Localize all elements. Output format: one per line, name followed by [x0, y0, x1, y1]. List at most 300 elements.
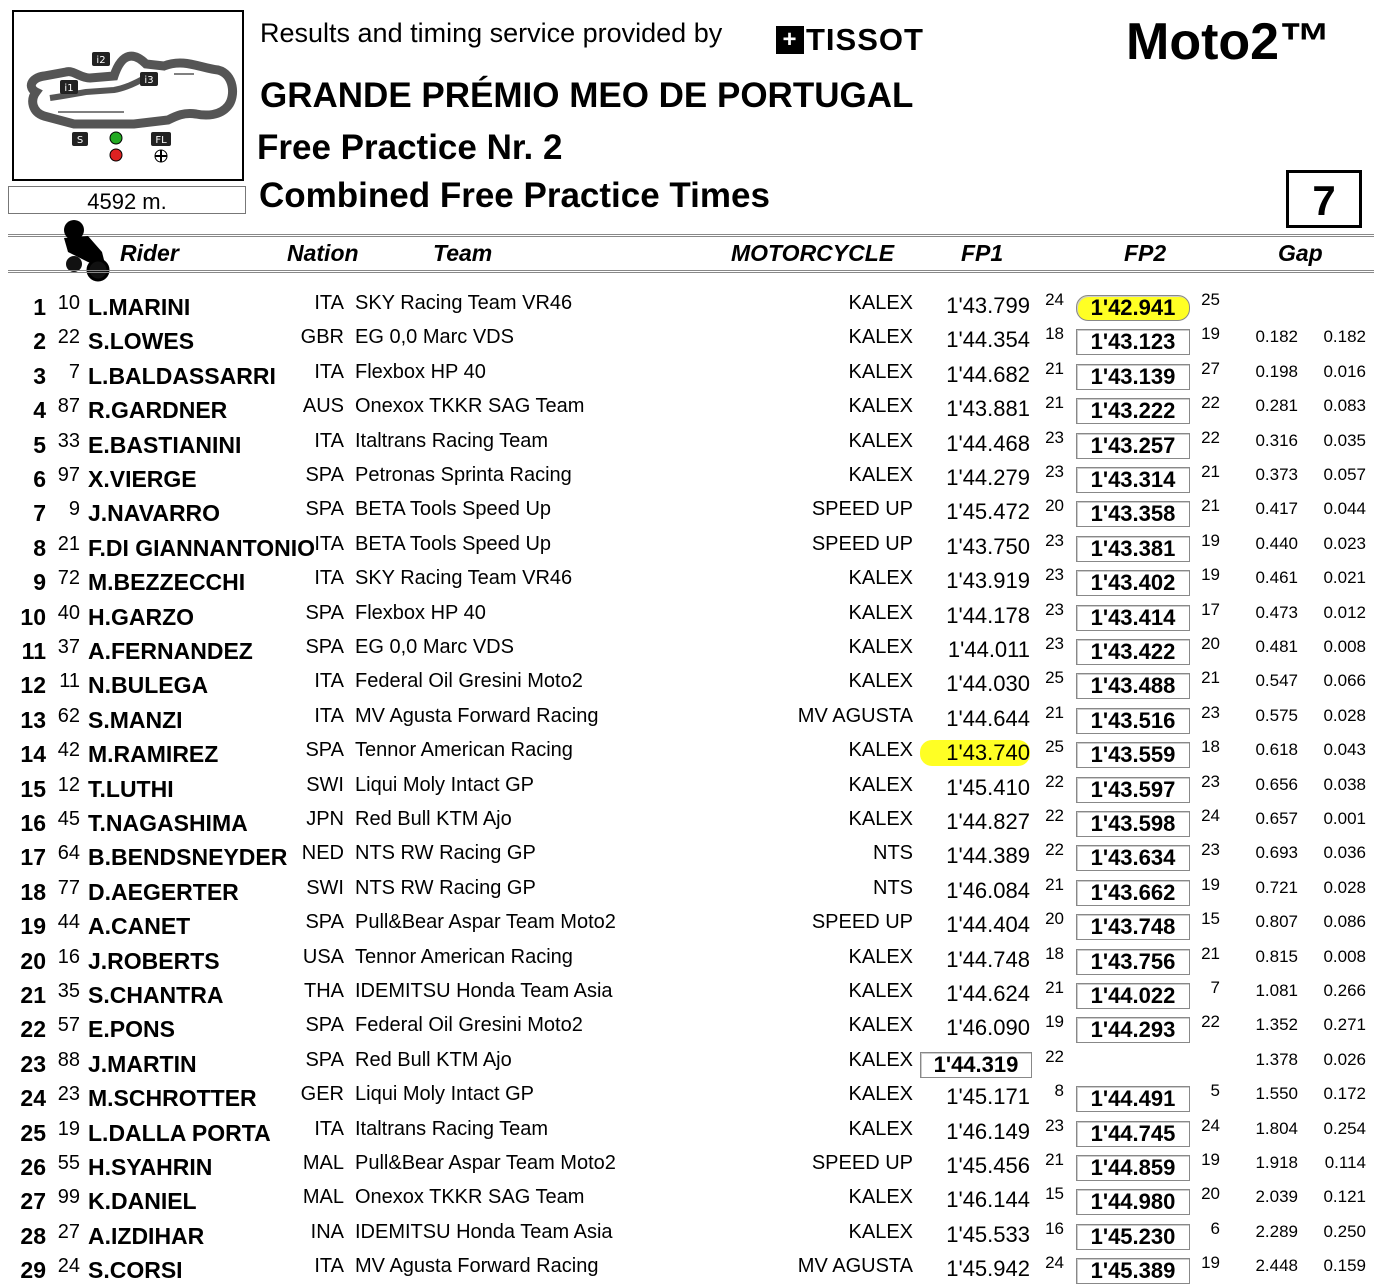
position: 24: [20, 1085, 46, 1112]
fp2-time: 1'43.662: [1076, 880, 1190, 906]
table-row: [0, 907, 1378, 941]
rider-name: D.AEGERTER: [88, 878, 239, 905]
fp1-time: 1'44.644: [946, 705, 1030, 731]
gap-to-previous: 0.086: [1323, 912, 1366, 932]
team-name: IDEMITSU Honda Team Asia: [355, 1220, 613, 1243]
nation: MAL: [302, 1152, 344, 1174]
fp1-time: 1'46.144: [946, 1187, 1030, 1213]
position: 3: [33, 362, 46, 389]
table-row: [0, 563, 1378, 597]
fp1-lap: 25: [1045, 737, 1064, 757]
motorcycle: KALEX: [848, 1117, 913, 1140]
fp1-lap: 23: [1045, 565, 1064, 585]
team-name: SKY Racing Team VR46: [355, 567, 573, 590]
gap-to-previous: 0.057: [1323, 465, 1366, 484]
gap-to-previous: 0.036: [1323, 843, 1366, 863]
document-subtitle: Combined Free Practice Times: [259, 176, 770, 215]
gap-to-previous: 0.035: [1323, 430, 1366, 450]
position: 28: [20, 1222, 46, 1249]
gap-to-first: 1.918: [1255, 1153, 1298, 1172]
fp2-time: 1'42.941: [1076, 295, 1190, 321]
fp2-lap: 19: [1201, 874, 1220, 894]
motorcycle: KALEX: [848, 1083, 913, 1106]
position: 2: [33, 328, 46, 355]
fp1-time: 1'43.740: [920, 740, 1030, 766]
gap-to-previous: 0.026: [1323, 1049, 1366, 1069]
position: 27: [20, 1188, 46, 1215]
rider-name: M.BEZZECCHI: [88, 569, 246, 596]
rider-number: 11: [59, 670, 80, 693]
table-row: [0, 357, 1378, 391]
fp1-lap: 16: [1045, 1218, 1064, 1238]
nation: ITA: [314, 360, 344, 383]
fp1-time: 1'44.468: [946, 430, 1030, 456]
session-title: Free Practice Nr. 2: [257, 128, 563, 167]
gap-to-first: 0.281: [1255, 396, 1298, 416]
fp2-lap: 15: [1201, 909, 1220, 929]
fp2-lap: 22: [1201, 393, 1220, 413]
rider-name: R.GARDNER: [88, 397, 228, 424]
fp1-lap: 23: [1045, 462, 1064, 481]
fp2-time: 1'43.257: [1076, 433, 1190, 459]
position: 9: [33, 569, 46, 596]
rider-name: H.SYAHRIN: [88, 1154, 213, 1180]
motorcycle: SPEED UP: [811, 1152, 913, 1174]
table-row: [0, 804, 1378, 838]
rider-number: 64: [57, 842, 80, 865]
rider-name: J.ROBERTS: [88, 947, 220, 974]
team-name: Federal Oil Gresini Moto2: [355, 670, 583, 693]
svg-text:S: S: [76, 135, 84, 146]
fp1-time: 1'45.472: [946, 499, 1030, 525]
motorcycle: NTS: [873, 876, 913, 899]
rider-name: E.PONS: [88, 1016, 175, 1043]
position: 18: [20, 878, 46, 905]
table-row: [0, 1251, 1378, 1285]
nation: SPA: [305, 464, 344, 486]
rider-name: S.CHANTRA: [88, 982, 224, 1008]
column-header-rider: Rider: [120, 240, 179, 266]
fp2-time: 1'43.422: [1076, 639, 1190, 665]
fp2-lap: 21: [1201, 943, 1220, 963]
rider-name: A.CANET: [88, 913, 191, 940]
motorcycle: KALEX: [848, 980, 913, 1002]
fp2-lap: 24: [1201, 806, 1220, 825]
position: 19: [20, 913, 46, 940]
fp1-lap: 23: [1045, 1115, 1064, 1135]
fp1-lap: 23: [1045, 530, 1064, 550]
rider-name: S.MANZI: [88, 706, 183, 733]
gap-to-first: 0.481: [1255, 637, 1298, 656]
rider-name: A.IZDIHAR: [88, 1222, 205, 1249]
motorcycle: KALEX: [848, 636, 913, 658]
rider-number: 24: [57, 1255, 80, 1278]
position: 26: [20, 1154, 46, 1180]
fp2-lap: 22: [1201, 427, 1220, 447]
fp2-time: 1'43.559: [1076, 742, 1190, 768]
motorcycle: KALEX: [848, 808, 913, 830]
fp2-time: 1'45.389: [1076, 1258, 1190, 1284]
rider-name: X.VIERGE: [88, 466, 197, 492]
fp2-lap: 21: [1201, 668, 1220, 688]
rider-name: J.NAVARRO: [88, 500, 221, 527]
gap-to-previous: 0.254: [1323, 1118, 1366, 1138]
fp2-time: 1'45.230: [1076, 1224, 1190, 1250]
position: 14: [20, 741, 46, 768]
fp1-lap: 22: [1045, 840, 1064, 860]
table-row: [0, 632, 1378, 666]
gap-to-first: 0.815: [1255, 946, 1298, 966]
rider-number: 55: [57, 1152, 80, 1174]
gap-to-first: 0.461: [1255, 568, 1298, 588]
fp1-time: 1'43.881: [946, 396, 1030, 422]
marker-i2: [92, 52, 110, 66]
gap-to-first: 0.198: [1255, 361, 1298, 381]
fp1-time: 1'45.410: [946, 774, 1030, 800]
fp1-time: 1'43.799: [946, 293, 1030, 318]
gap-to-previous: 0.021: [1323, 568, 1366, 588]
motorcycle: NTS: [873, 842, 913, 865]
fp2-lap: 21: [1201, 496, 1220, 516]
rider-number: 77: [57, 876, 80, 899]
fp1-time: 1'44.178: [946, 602, 1030, 628]
gap-to-first: 0.316: [1255, 430, 1298, 450]
gap-to-previous: 0.023: [1323, 533, 1366, 553]
table-row: [0, 529, 1378, 563]
column-header-team: Team: [433, 240, 493, 266]
table-row: [0, 598, 1378, 632]
gap-to-previous: 0.012: [1323, 602, 1366, 622]
gap-to-previous: 0.043: [1323, 740, 1366, 760]
fp1-lap: 22: [1045, 771, 1064, 791]
table-row: [0, 288, 1378, 322]
position: 21: [20, 982, 46, 1008]
nation: AUS: [302, 395, 344, 418]
fp2-lap: 19: [1201, 324, 1220, 344]
rider-name: J.MARTIN: [88, 1050, 197, 1077]
fp2-time: 1'44.022: [1076, 983, 1190, 1009]
fp2-lap: 7: [1210, 978, 1220, 997]
rider-name: F.DI GIANNANTONIO: [88, 534, 316, 561]
fp1-lap: 23: [1045, 427, 1064, 447]
fp1-time: 1'44.319: [920, 1052, 1032, 1078]
motorcycle: KALEX: [848, 773, 913, 796]
table-row: [0, 460, 1378, 494]
table-row: [0, 770, 1378, 804]
rider-number: 22: [57, 326, 80, 349]
gap-to-first: 1.804: [1255, 1118, 1298, 1138]
fp2-lap: 22: [1201, 1012, 1220, 1032]
fp2-time: 1'43.516: [1076, 708, 1190, 734]
team-name: Liqui Moly Intact GP: [355, 1083, 534, 1106]
team-name: EG 0,0 Marc VDS: [355, 636, 514, 658]
position: 7: [33, 500, 46, 527]
rider-number: 62: [57, 704, 80, 727]
rider-number: 9: [68, 498, 80, 521]
gap-to-first: 1.550: [1255, 1084, 1298, 1104]
position: 17: [20, 844, 46, 871]
fp2-lap: 5: [1210, 1081, 1220, 1101]
table-row: [0, 494, 1378, 528]
fp2-time: 1'43.634: [1076, 845, 1190, 871]
gap-to-previous: 0.038: [1323, 774, 1366, 794]
nation: SPA: [305, 1014, 344, 1037]
fp1-time: 1'44.748: [946, 946, 1030, 972]
gap-to-first: 1.081: [1255, 981, 1298, 1000]
rider-name: T.NAGASHIMA: [88, 810, 248, 836]
position: 12: [20, 672, 46, 699]
team-name: MV Agusta Forward Racing: [355, 1255, 599, 1278]
fp1-lap: 24: [1045, 290, 1064, 309]
fp2-time: 1'43.314: [1076, 467, 1190, 493]
fp2-lap: 20: [1201, 634, 1220, 653]
team-name: Tennor American Racing: [355, 739, 573, 762]
position: 20: [20, 947, 46, 974]
fp1-time: 1'44.279: [946, 465, 1030, 490]
rider-name: B.BENDSNEYDER: [88, 844, 288, 871]
rider-name: L.MARINI: [88, 294, 191, 320]
nation: SPA: [305, 636, 344, 658]
team-name: Pull&Bear Aspar Team Moto2: [355, 911, 616, 934]
fp1-lap: 18: [1045, 324, 1064, 344]
team-name: Onexox TKKR SAG Team: [355, 395, 585, 418]
header-rule-bottom: [8, 270, 1374, 273]
nation: USA: [302, 945, 344, 968]
gap-to-previous: 0.159: [1323, 1256, 1366, 1276]
gap-to-previous: 0.172: [1323, 1084, 1366, 1104]
fp1-lap: 15: [1045, 1184, 1064, 1204]
motorcycle: KALEX: [848, 567, 913, 590]
fp1-time: 1'46.084: [946, 877, 1030, 903]
fp2-time: 1'43.402: [1076, 570, 1190, 596]
gap-to-first: 0.807: [1255, 912, 1298, 932]
gap-to-previous: 0.083: [1323, 396, 1366, 416]
position: 11: [21, 638, 46, 664]
motorcycle: KALEX: [848, 601, 913, 624]
motorcycle: KALEX: [848, 360, 913, 383]
team-name: Liqui Moly Intact GP: [355, 773, 534, 796]
rider-number: 88: [57, 1048, 80, 1071]
gap-to-first: 0.473: [1255, 602, 1298, 622]
position: 10: [20, 603, 46, 630]
fp1-time: 1'45.171: [946, 1084, 1030, 1110]
fp2-lap: 23: [1201, 840, 1220, 860]
nation: SWI: [306, 773, 344, 796]
gap-to-previous: 0.121: [1323, 1187, 1366, 1207]
fp2-time: 1'43.598: [1076, 811, 1190, 837]
gap-to-first: 0.618: [1255, 740, 1298, 760]
rider-number: 57: [57, 1014, 80, 1037]
position: 15: [20, 775, 46, 802]
fp1-lap: 21: [1045, 1150, 1064, 1169]
position: 16: [20, 810, 46, 836]
rider-name: H.GARZO: [88, 603, 195, 630]
team-name: Flexbox HP 40: [355, 360, 486, 383]
fp1-time: 1'44.030: [946, 671, 1030, 697]
motorcycle: KALEX: [848, 670, 913, 693]
position: 4: [33, 397, 46, 424]
rider-number: 16: [57, 945, 80, 968]
gap-to-first: 0.182: [1255, 327, 1298, 347]
marker-start: [72, 132, 88, 146]
fp1-lap: 19: [1045, 1012, 1064, 1032]
rider-number: 27: [57, 1220, 80, 1243]
rider-number: 33: [57, 429, 80, 452]
gap-to-previous: 0.271: [1323, 1015, 1366, 1035]
fp1-time: 1'44.354: [946, 327, 1030, 353]
rider-number: 35: [57, 980, 80, 1002]
fp1-lap: 22: [1045, 806, 1064, 825]
svg-text:i2: i2: [96, 55, 106, 66]
gap-to-previous: 0.001: [1323, 809, 1366, 828]
gap-to-previous: 0.016: [1323, 361, 1366, 381]
svg-text:FL: FL: [155, 135, 167, 146]
marker-finish-line: [151, 132, 171, 162]
gap-to-first: 2.289: [1255, 1221, 1298, 1241]
fp1-lap: 21: [1045, 874, 1064, 894]
rider-number: 10: [57, 292, 80, 314]
marker-i3: [140, 72, 158, 86]
column-header-motorcycle: MOTORCYCLE: [731, 240, 895, 266]
motorcycle: SPEED UP: [811, 532, 913, 555]
fp1-lap: 23: [1045, 599, 1064, 619]
rider-number: 19: [57, 1117, 80, 1140]
gap-to-first: 0.693: [1255, 843, 1298, 863]
fp1-time: 1'45.533: [946, 1221, 1030, 1247]
fp2-lap: 19: [1201, 1253, 1220, 1273]
gap-to-first: 0.721: [1255, 877, 1298, 897]
table-row: [0, 701, 1378, 735]
table-row: [0, 1114, 1378, 1148]
start-lights-icon: [110, 132, 122, 161]
nation: THA: [304, 980, 344, 1002]
fp2-time: 1'43.597: [1076, 777, 1190, 803]
tissot-logo: + TISSOT: [776, 22, 924, 58]
fp1-time: 1'44.624: [946, 981, 1030, 1006]
motorcycle: SPEED UP: [811, 498, 913, 521]
position: 1: [33, 294, 46, 320]
fp2-time: 1'43.123: [1076, 329, 1190, 355]
fp1-lap: 20: [1045, 496, 1064, 516]
nation: ITA: [314, 567, 344, 590]
column-header-nation: Nation: [287, 240, 359, 266]
fp1-lap: 24: [1045, 1253, 1064, 1273]
fp2-lap: 27: [1201, 358, 1220, 378]
fp1-time: 1'46.090: [946, 1015, 1030, 1041]
motorcycle: KALEX: [848, 395, 913, 418]
team-name: Red Bull KTM Ajo: [355, 808, 512, 830]
nation: JPN: [306, 808, 344, 830]
gap-to-previous: 0.044: [1323, 499, 1366, 519]
motorcycle: KALEX: [848, 945, 913, 968]
team-name: IDEMITSU Honda Team Asia: [355, 980, 613, 1002]
nation: SPA: [305, 498, 344, 521]
fp2-time: 1'44.859: [1076, 1155, 1190, 1181]
nation: SWI: [306, 876, 344, 899]
fp1-time: 1'43.750: [946, 533, 1030, 559]
nation: GBR: [300, 326, 344, 349]
position: 6: [33, 466, 46, 492]
motorcycle: KALEX: [848, 326, 913, 349]
table-row: [0, 735, 1378, 769]
rider-name: A.FERNANDEZ: [88, 638, 253, 664]
rider-name: L.DALLA PORTA: [88, 1119, 271, 1146]
table-row: [0, 391, 1378, 425]
rider-number: 44: [57, 911, 80, 934]
nation: ITA: [314, 1117, 344, 1140]
rider-number: 40: [57, 601, 80, 624]
gap-to-first: 0.373: [1255, 465, 1298, 484]
team-name: Federal Oil Gresini Moto2: [355, 1014, 583, 1037]
series-title: Moto2™: [1126, 13, 1332, 71]
header-rule-top: [8, 234, 1374, 237]
team-name: SKY Racing Team VR46: [355, 292, 573, 314]
marker-i1: [60, 80, 78, 94]
gap-to-previous: 0.114: [1324, 1153, 1366, 1172]
fp2-time: 1'44.293: [1076, 1017, 1190, 1043]
nation: ITA: [314, 704, 344, 727]
fp1-time: 1'46.149: [946, 1118, 1030, 1144]
table-row: [0, 1045, 1378, 1079]
nation: SPA: [305, 1048, 344, 1071]
motorcycle: MV AGUSTA: [797, 1255, 913, 1278]
motorcycle: MV AGUSTA: [797, 704, 913, 727]
table-row: [0, 1148, 1378, 1182]
nation: ITA: [314, 292, 344, 314]
track-layout-icon: [14, 12, 242, 179]
table-row: [0, 1079, 1378, 1113]
fp2-time: 1'43.748: [1076, 914, 1190, 940]
nation: MAL: [302, 1186, 344, 1209]
table-row: [0, 1010, 1378, 1044]
column-header-gap: Gap: [1278, 240, 1323, 266]
motorcycle: KALEX: [848, 1186, 913, 1209]
rider-number: 12: [57, 773, 80, 796]
fp2-time: 1'43.414: [1076, 605, 1190, 631]
fp2-lap: 17: [1201, 599, 1220, 619]
table-row: [0, 1182, 1378, 1216]
fp2-lap: 18: [1201, 737, 1220, 757]
rider-name: S.LOWES: [88, 328, 195, 355]
rider-number: 45: [57, 808, 80, 830]
team-name: BETA Tools Speed Up: [355, 532, 552, 555]
gap-to-previous: 0.266: [1323, 981, 1366, 1000]
fp1-lap: 21: [1045, 702, 1064, 722]
fp1-time: 1'43.919: [946, 568, 1030, 594]
gap-to-previous: 0.066: [1323, 671, 1366, 691]
fp2-lap: 25: [1201, 290, 1220, 309]
rider-number: 37: [57, 636, 80, 658]
position: 5: [33, 431, 46, 458]
gap-to-first: 1.352: [1255, 1015, 1298, 1035]
gap-to-first: 0.657: [1255, 809, 1298, 828]
gap-to-first: 0.547: [1255, 671, 1298, 691]
swiss-cross-icon: +: [776, 26, 804, 54]
rider-number: 72: [57, 567, 80, 590]
column-header-fp2: FP2: [1124, 240, 1167, 266]
event-title: GRANDE PRÉMIO MEO DE PORTUGAL: [260, 76, 914, 115]
rider-number: 21: [57, 532, 80, 555]
track-map: [12, 10, 244, 181]
rider-name: N.BULEGA: [88, 672, 209, 699]
team-name: Italtrans Racing Team: [355, 429, 549, 452]
rider-number: 99: [57, 1186, 80, 1209]
nation: GER: [300, 1083, 344, 1106]
rider-name: S.CORSI: [88, 1257, 183, 1284]
fp1-lap: 23: [1045, 634, 1064, 653]
fp1-lap: 20: [1045, 909, 1064, 929]
fp2-lap: 19: [1201, 1150, 1220, 1169]
